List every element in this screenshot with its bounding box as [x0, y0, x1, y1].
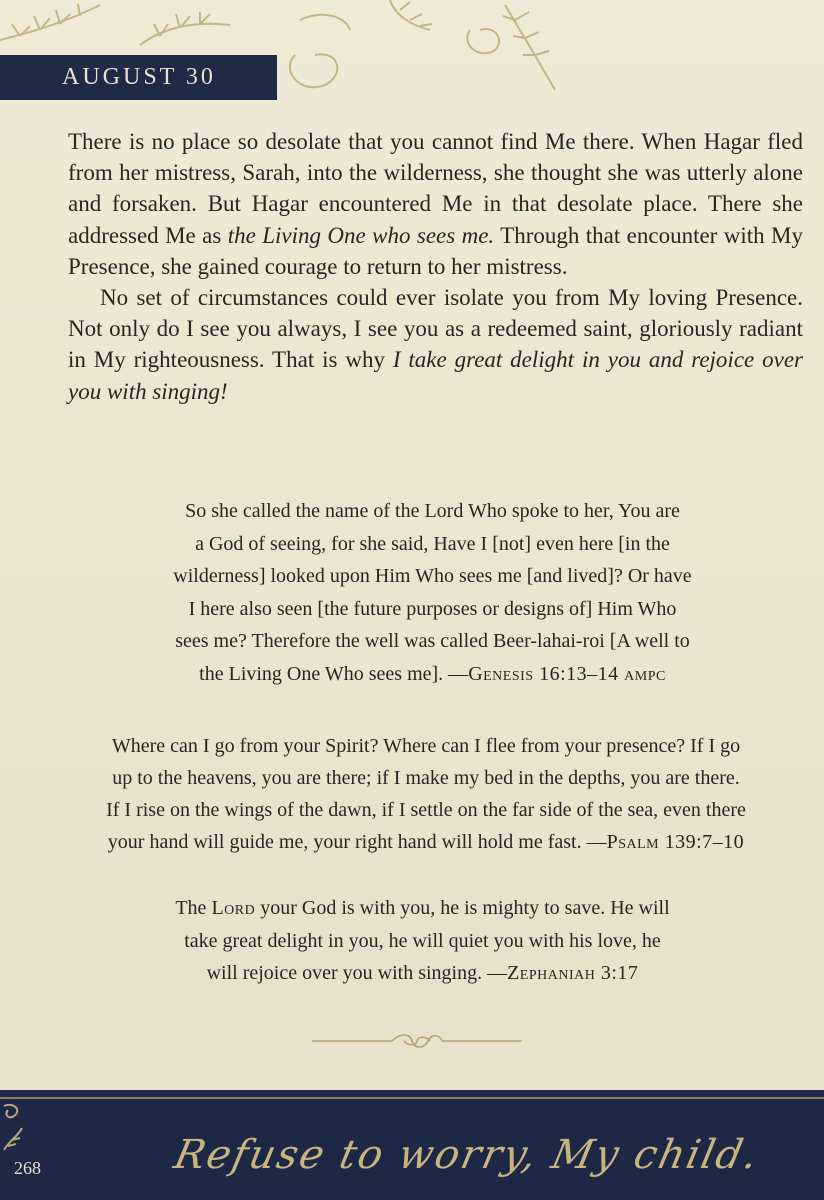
scripture-reference: Psalm 139:7–10 [606, 831, 745, 853]
devotional-paragraph: There is no place so desolate that you cannot find Me there. When Hagar fled from her mistress, Sarah, into the wilderness, she thought she was utterly alone and forsaken. But Hagar encountered Me in that desolate place. There she addressed Me as the Living One who sees me. Through that encounter with My Presence, she gained courage to return to her mistress. [68, 129, 803, 279]
quote-line: will rejoice over you with singing. —Zephaniah 3:17 [206, 962, 639, 984]
quote-line: I here also seen [the future purposes or designs of] Him Who [188, 597, 677, 620]
devotional-body [68, 126, 803, 407]
quote-line: a God of seeing, for she said, Have I [not] even here [in the [195, 532, 670, 555]
devotional-paragraph: No set of circumstances could ever isolate you from My loving Presence. Not only do I see you always, I see you as a redeemed saint, gloriously radiant in My righteousness. That is why I take great delight in you and rejoice over you with singing! [68, 285, 803, 404]
quote-line: Where can I go from your Spirit? Where can I flee from your presence? If I go [111, 735, 741, 757]
quote-line: take great delight in you, he will quiet you with his love, he [184, 929, 661, 952]
gold-scroll-divider-icon [312, 1030, 522, 1052]
scripture-reference: Genesis 16:13–14 ampc [468, 662, 666, 685]
quote-line: the Living One Who sees me]. —Genesis 16:13–14 ampc [199, 662, 666, 685]
date-title: AUGUST 30 [62, 64, 216, 90]
quote-line: up to the heavens, you are there; if I make my bed in the depths, you are there. [112, 767, 740, 789]
scripture-quote-psalm [66, 730, 786, 858]
quote-line: sees me? Therefore the well was called Beer-lahai-roi [A well to [175, 630, 690, 652]
scripture-reference: Zephaniah 3:17 [507, 962, 639, 984]
footer-rule [0, 1097, 824, 1099]
quote-line: So she called the name of the Lord Who spoke to her, You are [185, 500, 680, 522]
quote-line: If I rise on the wings of the dawn, if I settle on the far side of the sea, even there [106, 799, 746, 821]
scripture-quote-genesis [140, 495, 725, 690]
quote-line: your hand will guide me, your right hand will hold me fast. —Psalm 139:7–10 [107, 831, 745, 853]
quote-line: The Lord your God is with you, he is mighty to save. He will [175, 897, 670, 919]
date-banner [0, 55, 277, 100]
page-number: 268 [14, 1158, 41, 1178]
scripture-quote-zephaniah [140, 892, 705, 990]
footer-tagline: Refuse to worry, My child. [170, 1132, 764, 1178]
quote-line: wilderness] looked upon Him Who sees me [and lived]? Or have [173, 565, 692, 587]
